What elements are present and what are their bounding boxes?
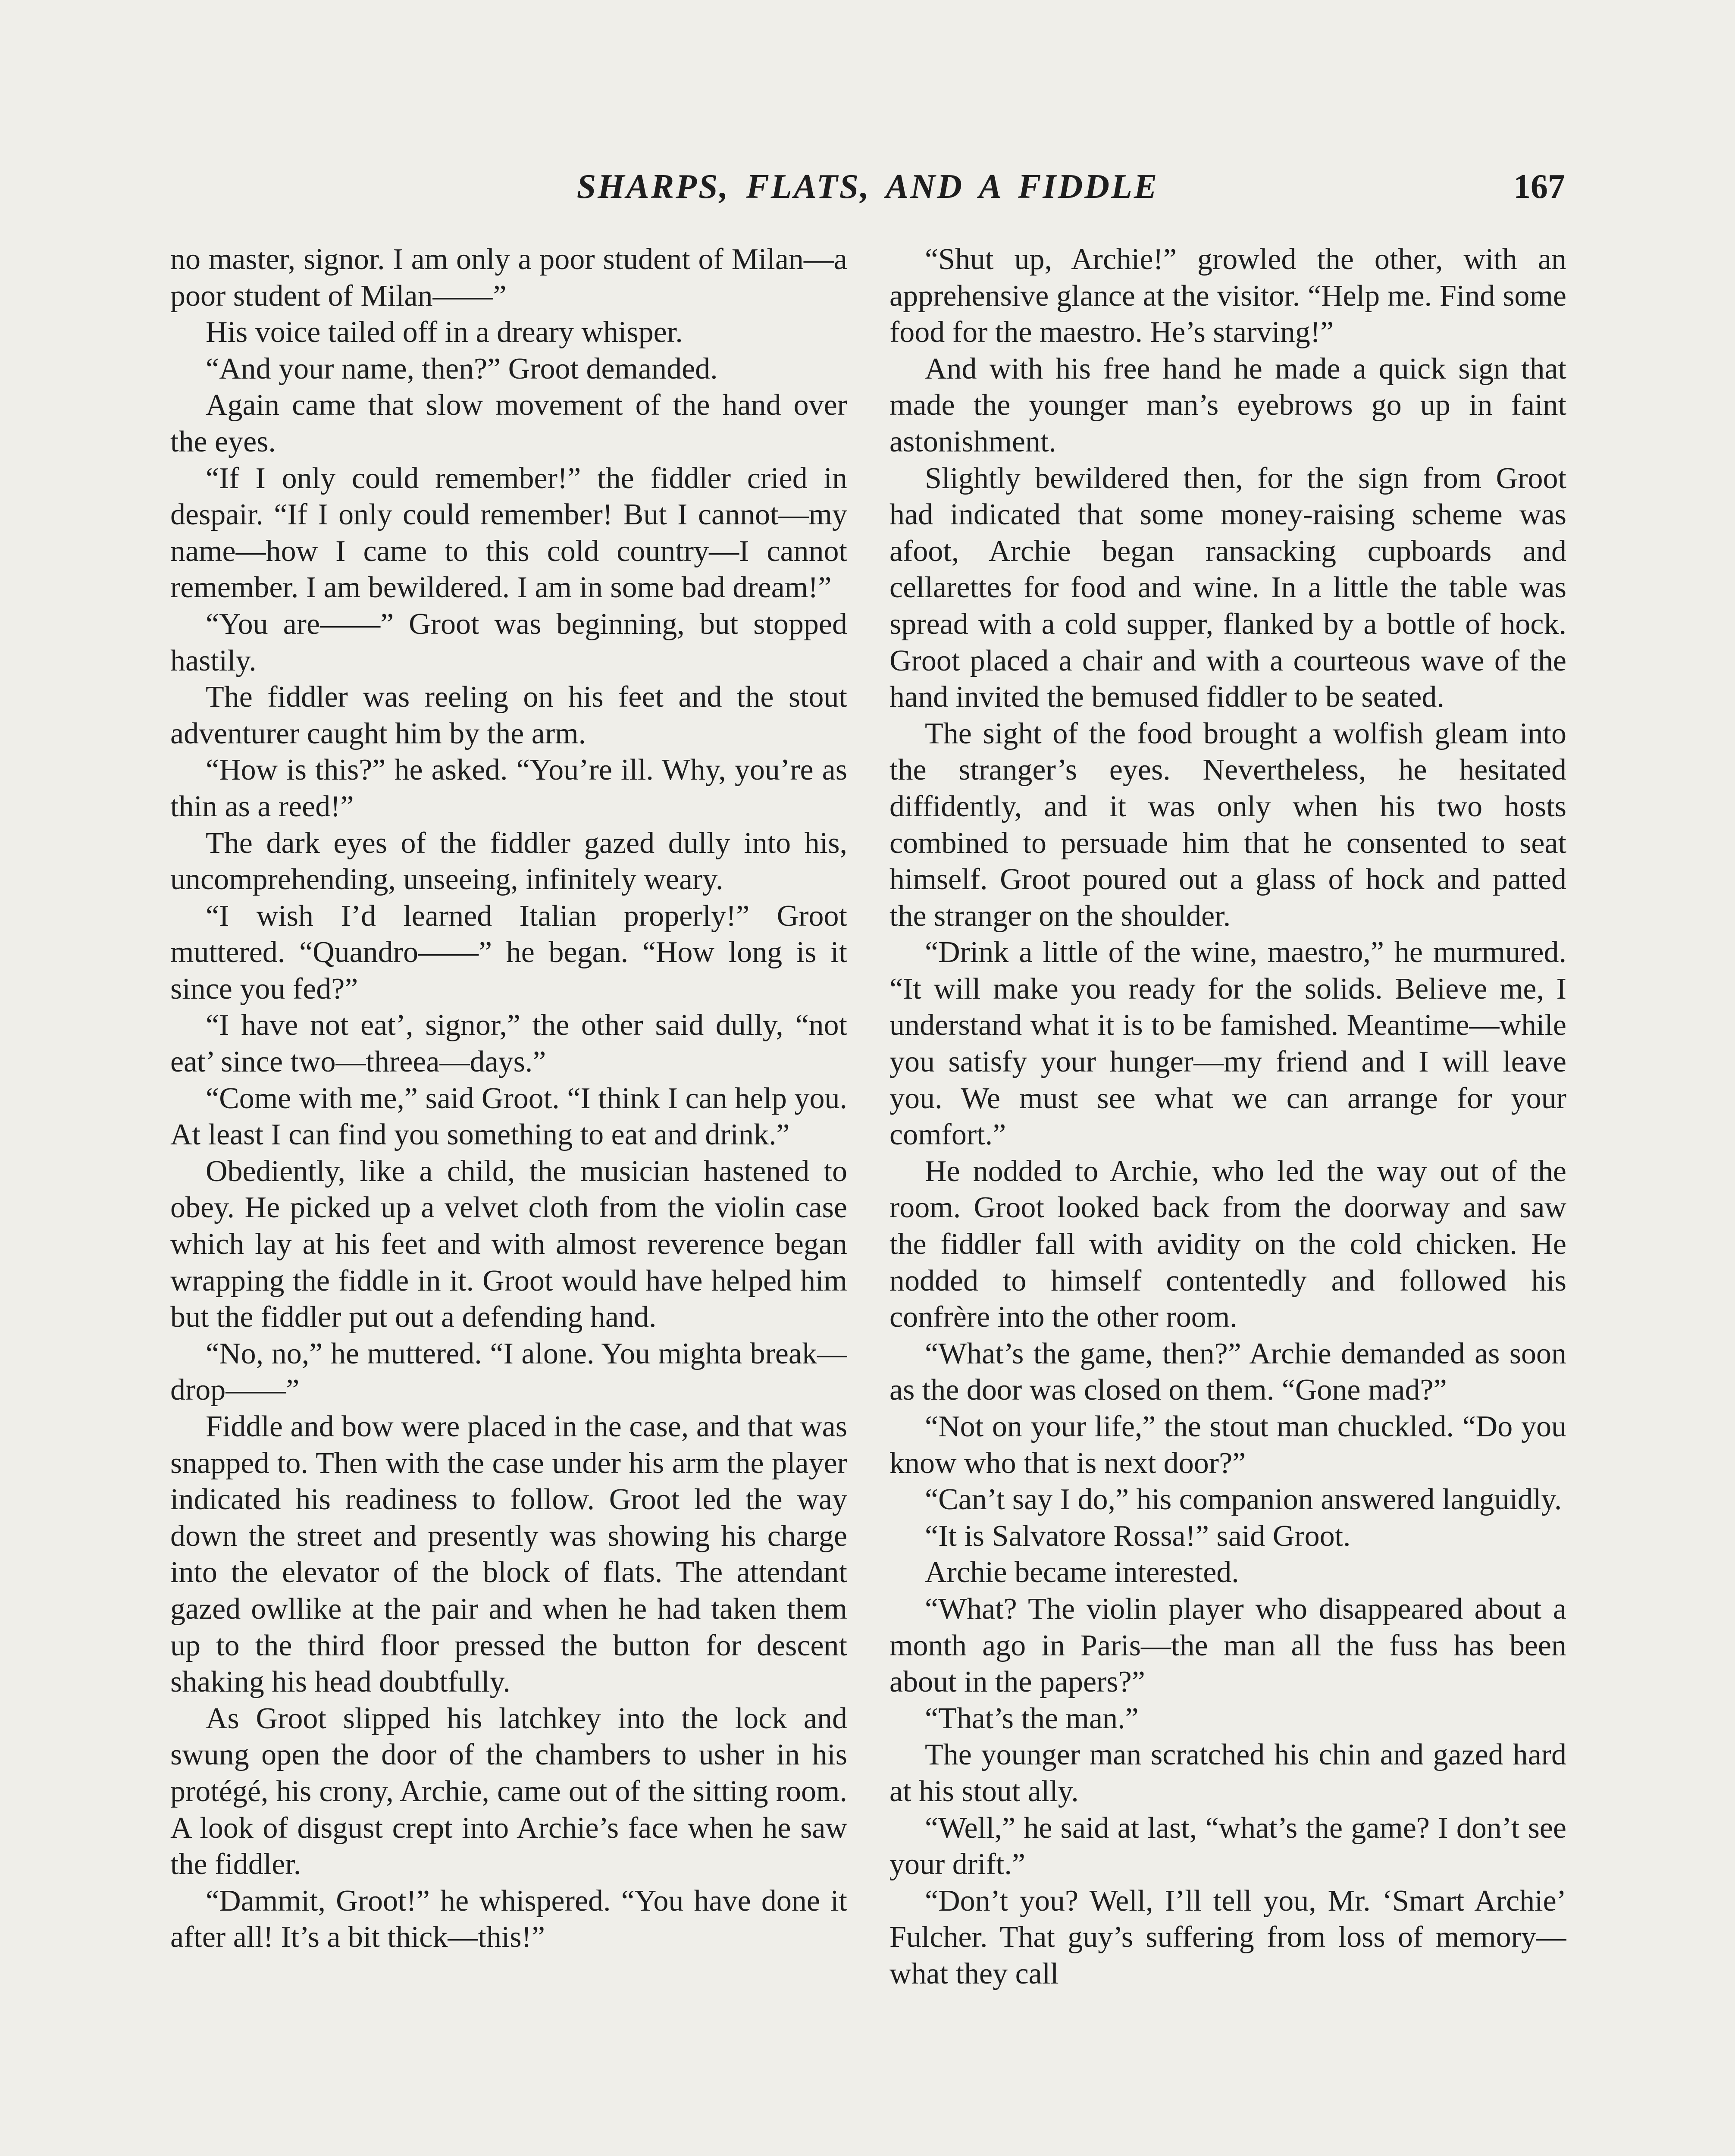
paragraph: He nodded to Archie, who led the way out of the room. Groot looked back from the doorway and saw the fiddler fall with avidity on the cold chicken. He nodded to himself contentedly and followed his confrère into the other room. [889, 1154, 1566, 1334]
running-title: SHARPS, FLATS, AND A FIDDLE [576, 168, 1159, 206]
paragraph: “That’s the man.” [925, 1702, 1139, 1735]
paragraph: And with his free hand he made a quick sign that made the younger man’s eyebrows go up in faint astonishment. [889, 352, 1566, 458]
left-text-column [170, 241, 847, 2156]
paragraph: “Not on your life,” the stout man chuckled. “Do you know who that is next door?” [889, 1410, 1566, 1480]
paragraph: “No, no,” he muttered. “I alone. You mighta break—drop——” [170, 1337, 847, 1407]
right-text-column [889, 241, 1566, 2156]
paragraph: The younger man scratched his chin and gazed hard at his stout ally. [889, 1738, 1566, 1808]
paragraph: “Dammit, Groot!” he whispered. “You have done it after all! It’s a bit thick—this!” [170, 1884, 847, 1954]
paragraph: “It is Salvatore Rossa!” said Groot. [925, 1519, 1351, 1553]
paragraph: Again came that slow movement of the hand over the eyes. [170, 389, 847, 458]
paragraph: “If I only could remember!” the fiddler cried in despair. “If I only could remember! But I cannot—my name—how I came to this cold country—I cannot remember. I am bewildered. I am in some bad dream!” [170, 461, 847, 605]
paragraph: “Drink a little of the wine, maestro,” he murmured. “It will make you ready for the solids. Believe me, I understand what it is to be famished. Meantime—while you satisfy your hunger—my friend and I will leave you. We must see what we can arrange for your comfort.” [889, 936, 1566, 1152]
paragraph: “You are——” Groot was beginning, but stopped hastily. [170, 607, 847, 677]
paragraph: no master, signor. I am only a poor student of Milan—a poor student of Milan——” [170, 243, 847, 313]
running-header [170, 167, 1565, 215]
paragraph: “Don’t you? Well, I’ll tell you, Mr. ‘Smart Archie’ Fulcher. That guy’s suffering from loss of memory—what they call [889, 1884, 1566, 1990]
paragraph: “Come with me,” said Groot. “I think I can help you. At least I can find you something to eat and drink.” [170, 1081, 847, 1152]
paragraph: As Groot slipped his latchkey into the lock and swung open the door of the chambers to usher in his protégé, his crony, Archie, came out of the sitting room. A look of disgust crept into Archie’s face when he saw the fiddler. [170, 1702, 847, 1881]
paragraph: “What’s the game, then?” Archie demanded as soon as the door was closed on them. “Gone mad?” [889, 1337, 1566, 1407]
paragraph: “I wish I’d learned Italian properly!” Groot muttered. “Quandro——” he began. “How long is it since you fed?” [170, 899, 847, 1006]
paragraph: Slightly bewildered then, for the sign from Groot had indicated that some money-raising scheme was afoot, Archie began ransacking cupboards and cellarettes for food and wine. In a little the table was spread with a cold supper, flanked by a bottle of hock. Groot placed a chair and with a courteous wave of the hand invited the bemused fiddler to be seated. [889, 461, 1566, 714]
paragraph: Archie became interested. [925, 1556, 1239, 1589]
paragraph: Obediently, like a child, the musician hastened to obey. He picked up a velvet cloth from the violin case which lay at his feet and with almost reverence began wrapping the fiddle in it. Groot would have helped him but the fiddler put out a defending hand. [170, 1154, 847, 1334]
page-number: 167 [1513, 168, 1565, 206]
paragraph: “Shut up, Archie!” growled the other, with an apprehensive glance at the visitor. “Help me. Find some food for the maestro. He’s starving!” [889, 243, 1566, 349]
paragraph: “What? The violin player who disappeared about a month ago in Paris—the man all the fuss has been about in the papers?” [889, 1592, 1566, 1699]
paragraph: “How is this?” he asked. “You’re ill. Why, you’re as thin as a reed!” [170, 753, 847, 823]
paragraph: “Well,” he said at last, “what’s the game? I don’t see your drift.” [889, 1811, 1566, 1881]
paragraph: “Can’t say I do,” his companion answered languidly. [925, 1483, 1562, 1517]
paragraph: The dark eyes of the fiddler gazed dully into his, uncomprehending, unseeing, infinitely weary. [170, 826, 847, 896]
paragraph: The fiddler was reeling on his feet and the stout adventurer caught him by the arm. [170, 680, 847, 750]
paragraph: His voice tailed off in a dreary whisper. [206, 316, 683, 349]
paragraph: “I have not eat’, signor,” the other said dully, “not eat’ since two—threea—days.” [170, 1009, 847, 1079]
paragraph: “And your name, then?” Groot demanded. [206, 352, 718, 385]
paragraph: Fiddle and bow were placed in the case, and that was snapped to. Then with the case under his arm the player indicated his readiness to follow. Groot led the way down the street and presently was showing his charge into the elevator of the block of flats. The attendant gazed owllike at the pair and when he had taken them up to the third floor pressed the button for descent shaking his head doubtfully. [170, 1410, 847, 1699]
paragraph: The sight of the food brought a wolfish gleam into the stranger’s eyes. Nevertheless, he hesitated diffidently, and it was only when his two hosts combined to persuade him that he consented to seat himself. Groot poured out a glass of hock and patted the stranger on the shoulder. [889, 717, 1566, 933]
